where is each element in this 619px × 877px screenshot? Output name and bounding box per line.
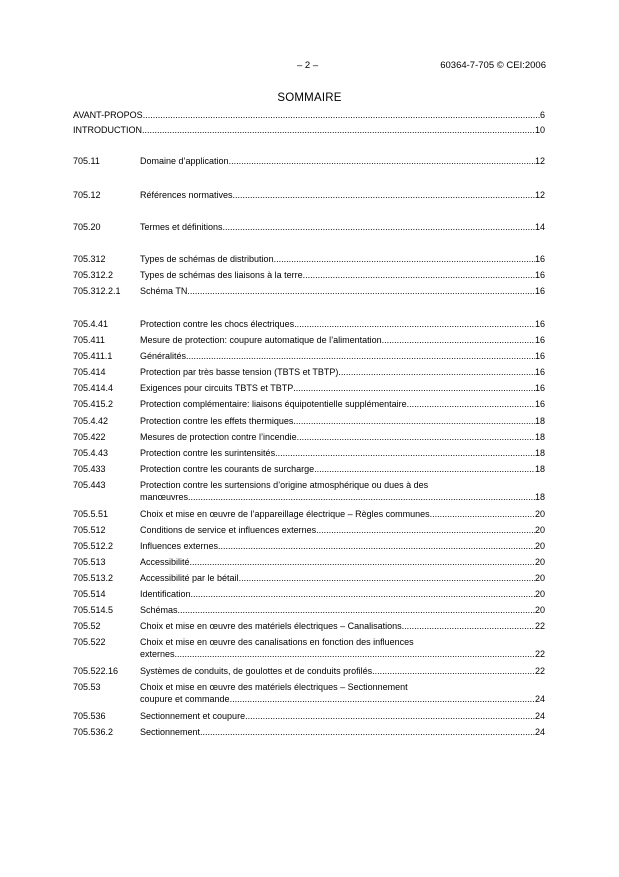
toc-entry-page: 12 (534, 156, 545, 166)
toc-entry-page: 16 (534, 399, 545, 409)
toc-entry-title: Choix et mise en œuvre des matériels électriques – Canalisations (140, 621, 402, 631)
toc-entry-title: Références normatives (140, 190, 233, 200)
toc-entry-title: Schéma TN (140, 286, 188, 296)
toc-entry-page: 22 (534, 648, 545, 659)
toc-entry-title: Choix et mise en œuvre des matériels électriques – Sectionnement (140, 682, 408, 692)
toc-entry-title: Systèmes de conduits, de goulottes et de conduits profilés (140, 666, 373, 676)
toc-entry-number: 705.522 (73, 637, 106, 647)
toc-entry-title: Termes et définitions (140, 222, 223, 232)
toc-entry-title: Généralités (140, 351, 187, 361)
toc-entry-number: 705.312.2.1 (73, 286, 121, 296)
page-number: – 2 – (297, 60, 319, 71)
toc-entry-number: 705.53 (73, 682, 101, 692)
toc-entry-page: 16 (534, 351, 545, 361)
toc-entry-page: 18 (534, 432, 545, 442)
toc-entry-page: 20 (534, 573, 545, 583)
toc-entry-number: 705.411 (73, 335, 105, 345)
toc-entry-page: 16 (534, 270, 545, 280)
toc-entry-page: 22 (534, 666, 545, 676)
toc-entry-number: 705.5.51 (73, 509, 109, 519)
toc-entry-number: 705.12 (73, 190, 101, 200)
toc-entry-title: Mesures de protection contre l’incendie (140, 432, 297, 442)
toc-entry-number: 705.512.2 (73, 541, 114, 551)
toc-entry-number: 705.522.16 (73, 666, 119, 676)
toc-entry-number: 705.514 (73, 589, 106, 599)
toc-entry-number: 705.536.2 (73, 727, 114, 737)
toc-entry-page: 16 (534, 286, 545, 296)
toc-entry-title: Mesure de protection: coupure automatique de l’alimentation (140, 335, 382, 345)
toc-entry-number: 705.414.4 (73, 383, 114, 393)
toc-entry-page: 16 (534, 383, 545, 393)
toc-entry-title: Accessibilité par le bétail (140, 573, 239, 583)
toc-entry-title: Exigences pour circuits TBTS et TBTP (140, 383, 294, 393)
toc-entry-title-continued: coupure et commande (140, 693, 230, 704)
toc-entry-number: 705.52 (73, 621, 101, 631)
toc-entry-title: Protection contre les courants de surcharge (140, 464, 315, 474)
toc-entry-title: AVANT-PROPOS (73, 110, 143, 120)
toc-entry-title: Types de schémas de distribution (140, 254, 274, 264)
toc-entry-page: 18 (534, 464, 545, 474)
toc-entry-title: Protection contre les chocs électriques (140, 319, 295, 329)
page-header (0, 60, 619, 74)
toc-entry-number: 705.443 (73, 480, 106, 490)
toc-entry-page: 22 (534, 621, 545, 631)
toc-entry-number: 705.11 (73, 156, 100, 166)
toc-entry-number: 705.536 (73, 711, 106, 721)
toc-entry-title: Protection contre les surintensités (140, 448, 276, 458)
toc-entry-page: 16 (534, 367, 545, 377)
toc-entry-number: 705.512 (73, 525, 106, 535)
toc-entry-number: 705.513 (73, 557, 106, 567)
toc-entry-title-continued: externes (140, 648, 175, 659)
toc-entry-title: Accessibilité (140, 557, 190, 567)
toc-entry-page: 6 (539, 110, 545, 120)
toc-entry-title: Conditions de service et influences externes (140, 525, 317, 535)
toc-entry-title: Sectionnement (140, 727, 201, 737)
toc-entry-title: Schémas (140, 605, 178, 615)
toc-entry-title: Choix et mise en œuvre de l’appareillage électrique – Règles communes (140, 509, 430, 519)
toc-entry-title: Domaine d’application (140, 156, 229, 166)
toc-entry-number: 705.4.42 (73, 416, 109, 426)
toc-entry-page: 16 (534, 335, 545, 345)
toc-entry-page: 16 (534, 254, 545, 264)
toc-entry-number: 705.20 (73, 222, 101, 232)
toc-entry-page: 20 (534, 557, 545, 567)
toc-entry-number: 705.312.2 (73, 270, 114, 280)
toc-entry-title: Sectionnement et coupure (140, 711, 246, 721)
toc-entry-title: Protection contre les effets thermiques (140, 416, 294, 426)
toc-entry-page: 18 (534, 416, 545, 426)
toc-entry-title: Types de schémas des liaisons à la terre (140, 270, 303, 280)
page-title: SOMMAIRE (277, 92, 342, 104)
toc-entry-page: 14 (534, 222, 545, 232)
toc-entry-page: 24 (534, 693, 545, 704)
toc-entry-number: 705.4.43 (73, 448, 109, 458)
toc-entry-page: 10 (534, 125, 545, 135)
toc-entry-page: 16 (534, 319, 545, 329)
toc-entry-title: Influences externes (140, 541, 219, 551)
toc-entry-number: 705.514.5 (73, 605, 114, 615)
toc-entry-title: Choix et mise en œuvre des canalisations en fonction des influences (140, 637, 414, 647)
toc-entry-title: Identification (140, 589, 191, 599)
toc-entry-number: 705.433 (73, 464, 106, 474)
toc-entry-page: 20 (534, 525, 545, 535)
toc-entry-number: 705.414 (73, 367, 106, 377)
toc-entry-page: 20 (534, 605, 545, 615)
toc-entry-page: 12 (534, 190, 545, 200)
toc-entry-title: Protection complémentaire: liaisons équipotentielle supplémentaire (140, 399, 407, 409)
toc-entry-number: 705.513.2 (73, 573, 114, 583)
document-reference: 60364-7-705 © CEI:2006 (440, 60, 546, 71)
toc-entry-number: 705.415.2 (73, 399, 114, 409)
toc-entry-title: INTRODUCTION (73, 125, 142, 135)
toc-entry-title: Protection contre les surtensions d’origine atmosphérique ou dues à des (140, 480, 429, 490)
toc-entry-number: 705.312 (73, 254, 106, 264)
toc-entry-number: 705.4.41 (73, 319, 109, 329)
toc-entry-page: 18 (534, 448, 545, 458)
toc-entry-number: 705.422 (73, 432, 106, 442)
toc-entry-page: 20 (534, 541, 545, 551)
toc-entry-page: 18 (534, 491, 545, 502)
toc-entry-page: 20 (534, 589, 545, 599)
toc-entry-title: Protection par très basse tension (TBTS et TBTP) (140, 367, 339, 377)
toc-entry-page: 20 (534, 509, 545, 519)
toc-entry-page: 24 (534, 727, 545, 737)
toc-entry-page: 24 (534, 711, 545, 721)
toc-entry-number: 705.411.1 (73, 351, 113, 361)
toc-entry-title-continued: manœuvres (140, 491, 189, 502)
